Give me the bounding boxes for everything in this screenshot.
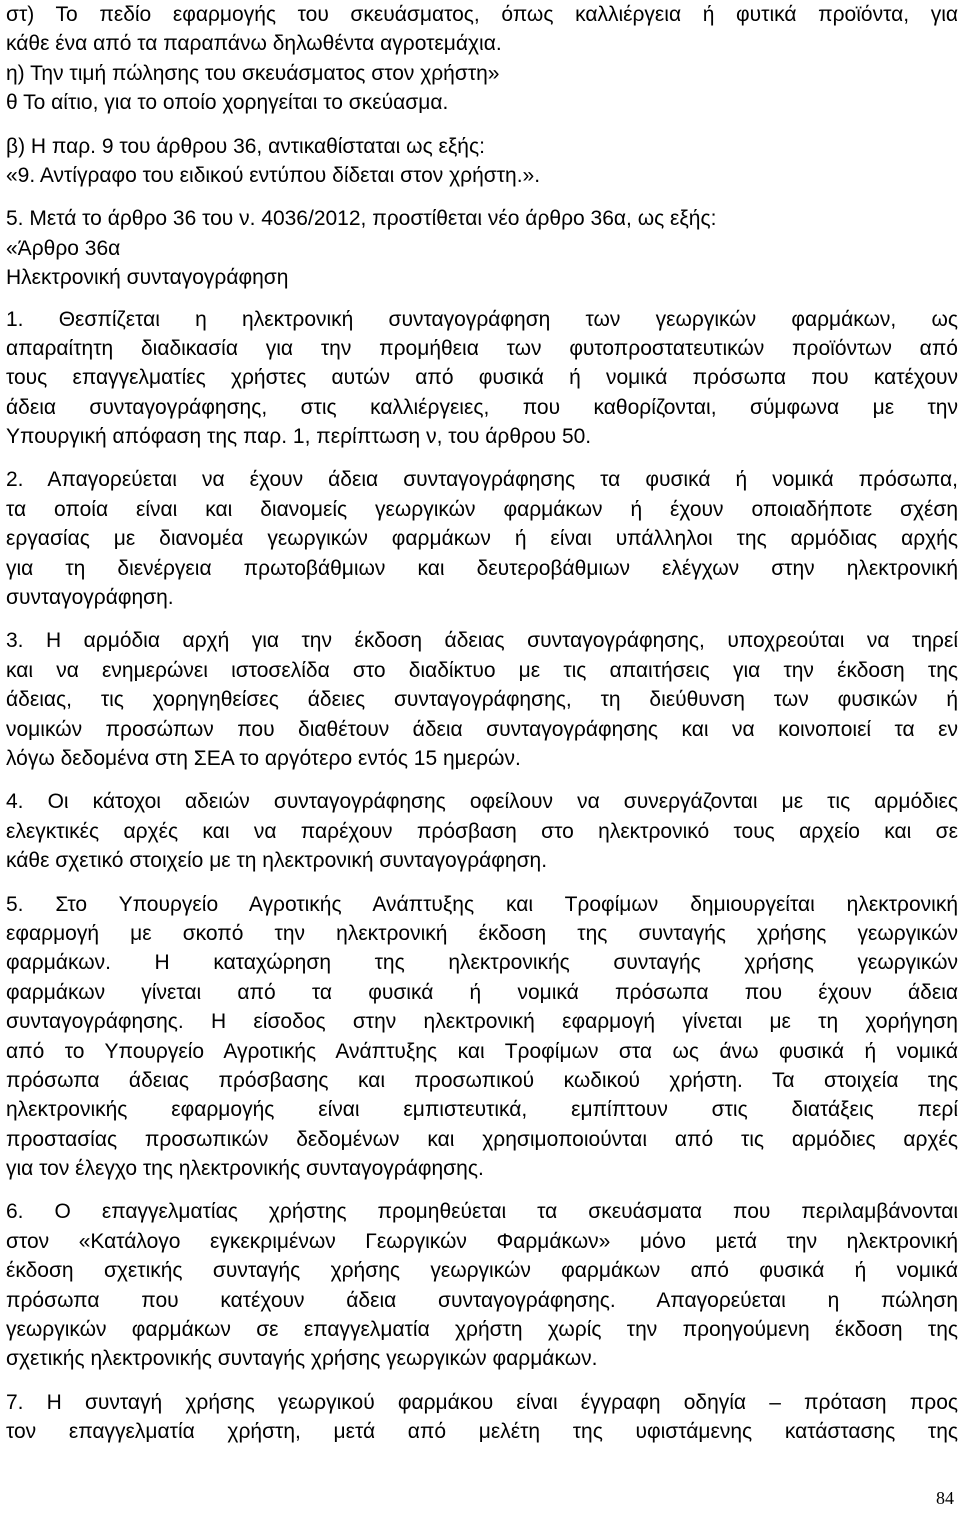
text-line: 4. Οι κάτοχοι αδειών συνταγογράφησης οφείλουν να συνεργάζονται με τις αρμόδιες: [6, 790, 958, 814]
text-line: τον επαγγελματία χρήστη, μετά από μελέτη της υφιστάμενης κατάστασης της: [6, 1420, 958, 1444]
text-line: στ) Το πεδίο εφαρμογής του σκευάσματος, όπως καλλιέργεια ή φυτικά προϊόντα, για: [6, 3, 958, 26]
text-line: συνταγογράφηση.: [6, 586, 174, 610]
text-line: κάθε ένα από τα παραπάνω δηλωθέντα αγροτεμάχια.: [6, 32, 502, 56]
text-line: στον «Κατάλογο εγκεκριμένων Γεωργικών Φαρμάκων» μόνο μετά την ηλεκτρονική: [6, 1229, 958, 1253]
text-line: και να ενημερώνει ιστοσελίδα στο διαδίκτυο με τις απαιτήσεις για την έκδοση της: [6, 658, 958, 682]
text-line: 2. Απαγορεύεται να έχουν άδεια συνταγογράφησης τα φυσικά ή νομικά πρόσωπα,: [6, 468, 958, 492]
text-line: «9. Αντίγραφο του ειδικού εντύπου δίδεται στον χρήστη.».: [6, 163, 541, 187]
paragraph-b: [6, 132, 958, 191]
text-line: εφαρμογή με σκοπό την ηλεκτρονική έκδοση της συνταγής χρήσης γεωργικών: [6, 921, 958, 945]
text-line: πρόσωπα που κατέχουν άδεια συνταγογράφησης. Απαγορεύεται η πώληση: [6, 1288, 958, 1312]
document-page: [6, 0, 958, 1447]
text-line: 3. Η αρμόδια αρχή για την έκδοση άδειας συνταγογράφησης, υποχρεούται να τηρεί: [6, 629, 958, 653]
text-line: γεωργικών φαρμάκων σε επαγγελματία χρήστη χωρίς την προηγούμενη έκδοση της: [6, 1318, 958, 1342]
paragraph-2: [6, 465, 958, 612]
text-line: απαραίτητη διαδικασία για την προμήθεια των φυτοπροστατευτικών προϊόντων από: [6, 336, 958, 360]
text-line: άδεια συνταγογράφησης, στις καλλιέργειες, που καθορίζονται, σύμφωνα με την: [6, 395, 958, 419]
text-line: ελεγκτικές αρχές και να παρέχουν πρόσβαση στο ηλεκτρονικό τους αρχείο και σε: [6, 819, 958, 843]
paragraph-1: [6, 305, 958, 452]
text-line: τους επαγγελματίες χρήστες αυτών από φυσικά ή νομικά πρόσωπα που κατέχουν: [6, 366, 958, 390]
text-line: εργασίας με διανομέα γεωργικών φαρμάκων ή είναι υπάλληλοι της αρμόδιας αρχής: [6, 527, 958, 551]
text-line: κάθε σχετικό στοιχείο με τη ηλεκτρονική συνταγογράφηση.: [6, 849, 548, 873]
text-line: πρόσωπα άδειας πρόσβασης και προσωπικού κωδικού χρήστη. Τα στοιχεία της: [6, 1068, 958, 1092]
text-line: Υπουργική απόφαση της παρ. 1, περίπτωση ν, του άρθρου 50.: [6, 425, 592, 449]
text-line: η) Την τιμή πώλησης του σκευάσματος στον χρήστη»: [6, 61, 500, 85]
text-line: θ Το αίτιο, για το οποίο χορηγείται το σκεύασμα.: [6, 91, 449, 115]
text-line: από το Υπουργείο Αγροτικής Ανάπτυξης και Τροφίμων στα ως άνω φυσικά ή νομικά: [6, 1039, 958, 1063]
text-line: 1. Θεσπίζεται η ηλεκτρονική συνταγογράφηση των γεωργικών φαρμάκων, ως: [6, 307, 958, 331]
text-line: άδειας, τις χορηγηθείσες άδειες συνταγογράφησης, τη διεύθυνση των φυσικών ή: [6, 688, 958, 712]
text-line: τα οποία είναι και διανομείς γεωργικών φαρμάκων ή έχουν οποιαδήποτε σχέση: [6, 497, 958, 521]
page-number: 84: [936, 1488, 954, 1508]
text-line: 7. Η συνταγή χρήσης γεωργικού φαρμάκου είναι έγγραφη οδηγία – πρόταση προς: [6, 1390, 958, 1414]
text-line: σχετικής ηλεκτρονικής συνταγής χρήσης γεωργικών φαρμάκων.: [6, 1347, 598, 1371]
text-line: 5. Μετά το άρθρο 36 του ν. 4036/2012, προστίθεται νέο άρθρο 36α, ως εξής:: [6, 207, 717, 231]
paragraph-st: [6, 0, 958, 118]
paragraph-article-5: [6, 204, 958, 292]
article-title: Ηλεκτρονική συνταγογράφηση: [6, 266, 289, 290]
text-line: για τον έλεγχο της ηλεκτρονικής συνταγογράφησης.: [6, 1157, 484, 1181]
text-line: φαρμάκων γίνεται από τα φυσικά ή νομικά πρόσωπα που έχουν άδεια: [6, 980, 958, 1004]
paragraph-5: [6, 890, 958, 1184]
text-line: νομικών προσώπων που διαθέτουν άδεια συνταγογράφησης και να κοινοποιεί τα εν: [6, 717, 958, 741]
paragraph-6: [6, 1197, 958, 1373]
text-line: προστασίας προσωπικών δεδομένων και χρησιμοποιούνται από τις αρμόδιες αρχές: [6, 1127, 958, 1151]
text-line: έκδοση σχετικής συνταγής χρήσης γεωργικών φαρμάκων από φυσικά ή νομικά: [6, 1259, 958, 1283]
paragraph-4: [6, 787, 958, 875]
paragraph-7: [6, 1388, 958, 1447]
article-heading: «Άρθρο 36α: [6, 236, 121, 260]
paragraph-3: [6, 626, 958, 773]
text-line: β) Η παρ. 9 του άρθρου 36, αντικαθίσταται ως εξής:: [6, 134, 485, 158]
text-line: για τη διενέργεια πρωτοβάθμιων και δευτεροβάθμιων ελέγχων στην ηλεκτρονική: [6, 556, 958, 580]
text-line: 5. Στο Υπουργείο Αγροτικής Ανάπτυξης και Τροφίμων δημιουργείται ηλεκτρονική: [6, 892, 958, 916]
text-line: λόγω δεδομένα στη ΣΕΑ το αργότερο εντός 15 ημερών.: [6, 746, 521, 770]
text-line: συνταγογράφησης. Η είσοδος στην ηλεκτρονική εφαρμογή γίνεται με τη χορήγηση: [6, 1010, 958, 1034]
text-line: φαρμάκων. Η καταχώρηση της ηλεκτρονικής συνταγής χρήσης γεωργικών: [6, 951, 958, 975]
text-line: 6. Ο επαγγελματίας χρήστης προμηθεύεται τα σκευάσματα που περιλαμβάνονται: [6, 1200, 958, 1224]
text-line: ηλεκτρονικής εφαρμογής είναι εμπιστευτικά, εμπίπτουν στις διατάξεις περί: [6, 1098, 958, 1122]
